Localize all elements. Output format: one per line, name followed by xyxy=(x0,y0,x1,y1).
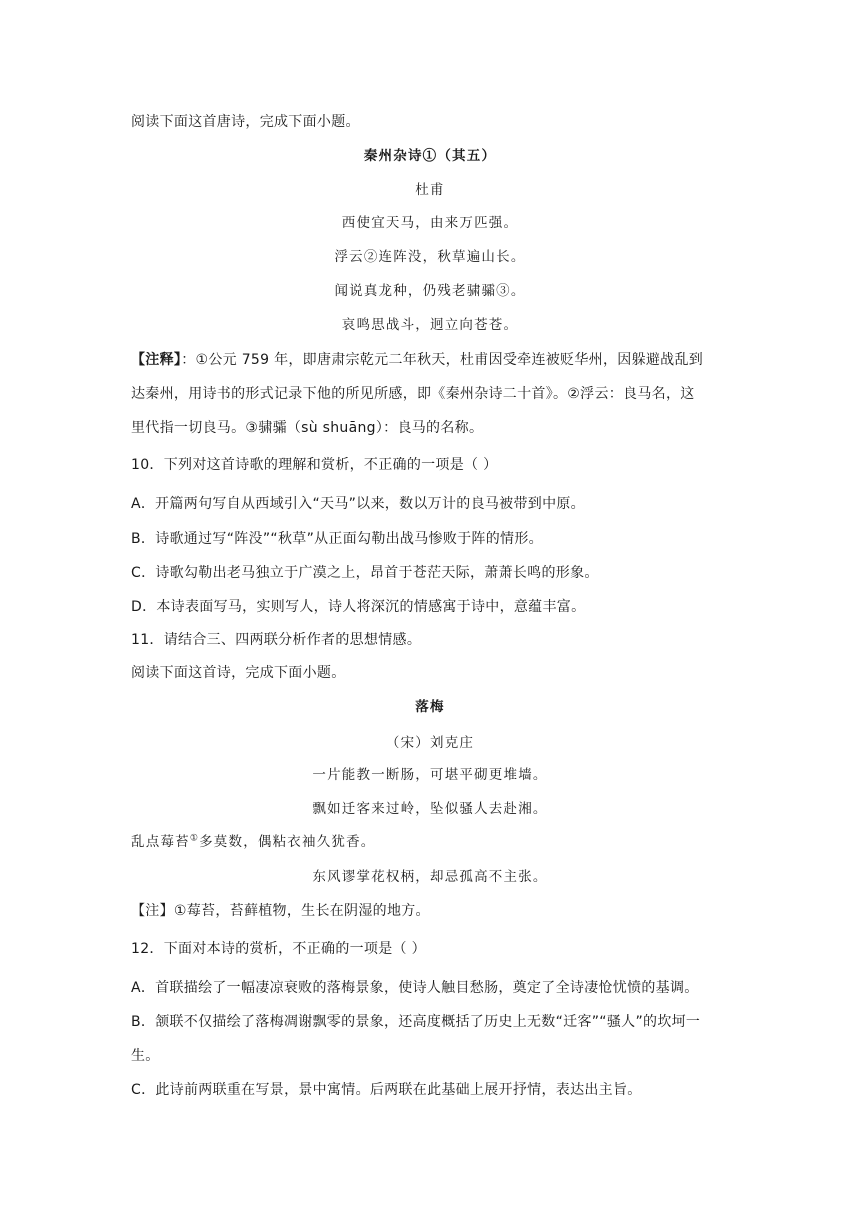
poem-title-luomei: 落梅 xyxy=(415,699,445,715)
poem2-line-1: 一片能教一断肠，可堪平砌更堆墙。 xyxy=(312,767,548,783)
question-10-stem: 10．下列对这首诗歌的理解和赏析，不正确的一项是（ ） xyxy=(131,457,498,473)
note-label: 【注释】 xyxy=(131,352,182,368)
poem-title-qinzhou: 秦州杂诗①（其五） xyxy=(363,148,497,164)
question-12-option-a: A．首联描绘了一幅凄凉衰败的落梅景象，使诗人触目愁肠，奠定了全诗凄怆忧愤的基调。 xyxy=(131,980,699,996)
poem-line-3: 闻说真龙种，仍残老骕骦③。 xyxy=(334,283,526,299)
poem2-line-4: 东风谬掌花权柄，却忌孤高不主张。 xyxy=(312,869,548,885)
instruction-tang-poem: 阅读下面这首唐诗，完成下面小题。 xyxy=(131,114,360,130)
question-10-option-b: B．诗歌通过写“阵没”“秋草”从正面勾勒出战马惨败于阵的情形。 xyxy=(131,531,543,547)
question-11-stem: 11．请结合三、四两联分析作者的思想情感。 xyxy=(131,632,422,648)
poem2-line-3: 乱点莓苔①多莫数，偶粘衣袖久犹香。 xyxy=(131,833,376,850)
question-12-option-b-line1: B．颔联不仅描绘了落梅凋谢飘零的景象，还高度概括了历史上无数“迁客”“骚人”的坎坷一 xyxy=(131,1014,701,1030)
poem-line-4: 哀鸣思战斗，迥立向苍苍。 xyxy=(341,317,519,333)
note-text-1: ：①公元 759 年，即唐肃宗乾元二年秋天，杜甫因受牵连被贬华州，因躲避战乱到 xyxy=(181,352,704,368)
poem-line-1: 西使宜天马，由来万匹强。 xyxy=(341,215,519,231)
question-10-option-c: C．诗歌勾勒出老马独立于广漠之上，昂首于苍茫天际，萧萧长鸣的形象。 xyxy=(131,565,599,581)
question-10-option-d: D．本诗表面写马，实则写人，诗人将深沉的情感寓于诗中，意蕴丰富。 xyxy=(131,599,586,615)
question-12-option-c: C．此诗前两联重在写景，景中寓情。后两联在此基础上展开抒情，表达出主旨。 xyxy=(131,1082,642,1098)
instruction-song-poem: 阅读下面这首诗，完成下面小题。 xyxy=(131,665,346,681)
note2: 【注】①莓苔，苔藓植物，生长在阴湿的地方。 xyxy=(131,903,430,919)
poem-author-dufu: 杜甫 xyxy=(415,182,445,198)
note-line-1 xyxy=(131,350,703,370)
poem-author-liukezhuang: （宋）刘克庄 xyxy=(385,735,475,751)
question-10-option-a: A．开篇两句写自从西域引入“天马”以来，数以万计的良马被带到中原。 xyxy=(131,496,585,512)
question-12-option-b-line2: 生。 xyxy=(131,1048,160,1064)
note-line-2: 达秦州，用诗书的形式记录下他的所见所感，即《秦州杂诗二十首》。②浮云：良马名，这 xyxy=(131,386,695,402)
footnote-marker: ① xyxy=(189,833,200,844)
note-line-3: 里代指一切良马。③骕骦（sù shuāng）：良马的名称。 xyxy=(131,420,484,436)
poem-line-2: 浮云②连阵没，秋草遍山长。 xyxy=(334,249,526,265)
question-12-stem: 12．下面对本诗的赏析，不正确的一项是（ ） xyxy=(131,941,426,957)
poem2-line-2: 飘如迁客来过岭，坠似骚人去赴湘。 xyxy=(312,801,548,817)
